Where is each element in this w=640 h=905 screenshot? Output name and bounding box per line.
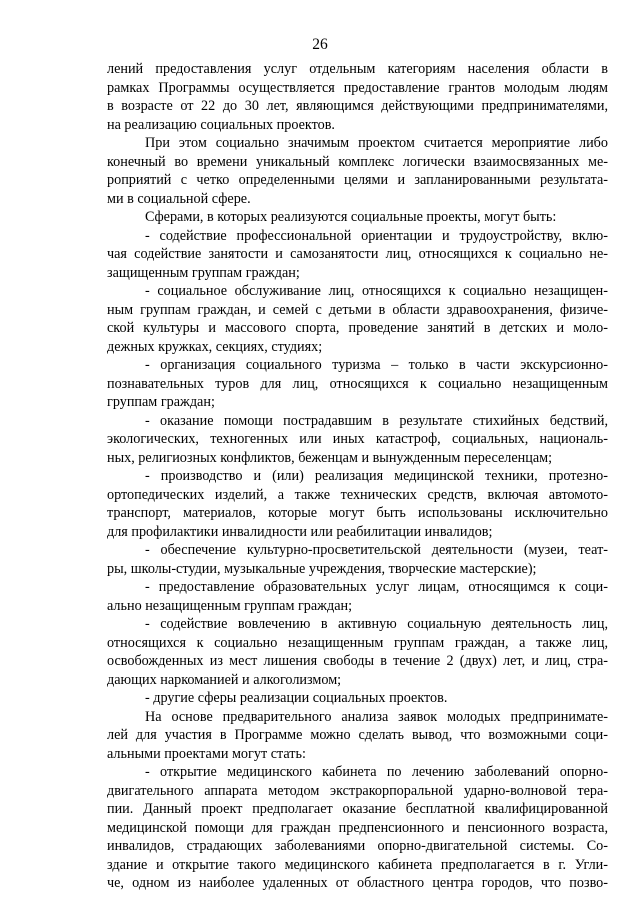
text-line: - организация социального туризма – только в части экскурсионно-	[145, 357, 608, 373]
text-line: для профилактики инвалидности или реабилитации инвалидов;	[107, 523, 493, 540]
text-line: инвалидов, страдающих заболеваниями опорно-двигательной системы. Со-	[107, 838, 608, 854]
text-line: - обеспечение культурно-просветительской деятельности (музеи, теат-	[145, 542, 608, 558]
text-line: - предоставление образовательных услуг лицам, относящимся к соци-	[145, 579, 608, 595]
text-line: ально незащищенным группам граждан;	[107, 597, 353, 614]
text-line: ской культуры и массового спорта, проведение занятий в детских и моло-	[107, 320, 608, 336]
text-line: рамках Программы осуществляется предоставление грантов молодым людям	[107, 79, 608, 96]
text-line: ры, школы-студии, музыкальные учреждения, творческие мастерские);	[107, 560, 537, 577]
text-line: здание и открытие такого медицинского кабинета предполагается в г. Угли-	[107, 856, 608, 873]
text-line: пии. Данный проект предполагает оказание бесплатной квалифицированной	[107, 801, 608, 817]
text-line: - содействие вовлечению в активную социальную деятельность лиц,	[145, 616, 608, 632]
text-line: На основе предварительного анализа заявок молодых предпринимате-	[145, 708, 608, 725]
text-line: дающих наркоманией и алкоголизмом;	[107, 671, 342, 688]
text-line: экологических, техногенных или иных катастроф, социальных, националь-	[107, 431, 608, 447]
text-line: лей для участия в Программе можно сделать вывод, что возможными соци-	[107, 727, 608, 743]
text-line: При этом социально значимым проектом считается мероприятие либо	[145, 135, 608, 151]
text-line: транспорт, материалов, которые могут быть использованы исключительно	[107, 505, 608, 521]
text-line: - содействие профессиональной ориентации и трудоустройству, вклю-	[145, 227, 608, 244]
text-line: ных, религиозных конфликтов, беженцам и вынужденным переселенцам;	[107, 449, 553, 466]
text-line: - социальное обслуживание лиц, относящихся к социально незащищен-	[145, 283, 608, 299]
text-line: Сферами, в которых реализуются социальные проекты, могут быть:	[145, 209, 557, 225]
text-line: относящихся к социально незащищенным группам граждан, а также лиц,	[107, 634, 608, 651]
text-line: в возрасте от 22 до 30 лет, являющимся действующими предпринимателями,	[107, 98, 608, 114]
page-number: 26	[312, 36, 328, 53]
text-line: двигательного аппарата методом экстракорпоральной ударно-волновой тера-	[107, 782, 608, 799]
text-line: - открытие медицинского кабинета по лечению заболеваний опорно-	[145, 764, 608, 780]
text-line: на реализацию социальных проектов.	[107, 116, 335, 133]
text-line: чая содействие занятости и самозанятости лиц, относящихся к социально не-	[107, 246, 608, 262]
text-line: группам граждан;	[107, 394, 215, 410]
text-line: дежных кружках, секциях, студиях;	[107, 338, 323, 355]
text-line: ным группам граждан, и семей с детьми в области здравоохранения, физиче-	[107, 301, 608, 318]
text-line: медицинской помощи для граждан предпенсионного и пенсионного возраста,	[107, 819, 608, 836]
text-line: - производство и (или) реализация медицинской техники, протезно-	[145, 468, 608, 484]
text-line: познавательных туров для лиц, относящихся к социально незащищенным	[107, 375, 608, 392]
text-line: роприятий с четко определенными целями и запланированными результата-	[107, 172, 608, 188]
text-line: альными проектами могут стать:	[107, 745, 306, 762]
text-line: ми в социальной сфере.	[107, 190, 251, 207]
text-line: ортопедических изделий, а также технических средств, включая автомото-	[107, 486, 608, 503]
text-line: освобожденных из мест лишения свободы в течение 2 (двух) лет, и лиц, стра-	[107, 653, 608, 669]
text-line: - оказание помощи пострадавшим в результате стихийных бедствий,	[145, 412, 608, 429]
text-line: че, одном из наиболее удаленных от областного центра городов, что позво-	[107, 875, 608, 891]
body-text	[107, 60, 608, 893]
text-line: - другие сферы реализации социальных проектов.	[145, 690, 448, 706]
text-line: защищенным группам граждан;	[107, 264, 300, 281]
text-line: лений предоставления услуг отдельным категориям населения области в	[107, 61, 608, 77]
text-line: конечный во времени уникальный комплекс логически взаимосвязанных ме-	[107, 153, 608, 170]
